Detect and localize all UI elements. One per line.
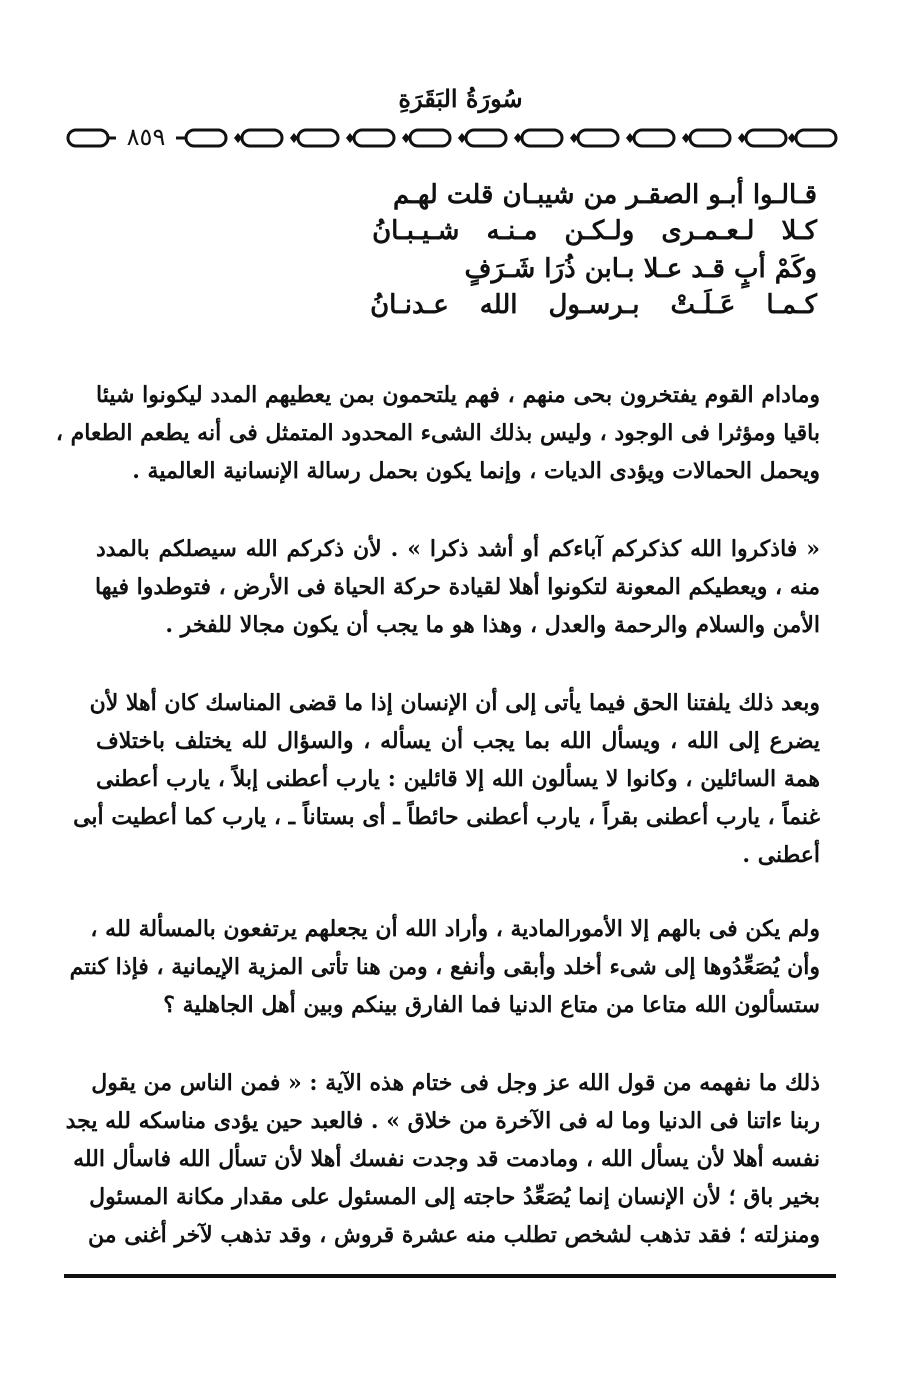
paragraph-line: ستسألون الله متاعا من متاع الدنيا فما الفارق بينكم وبين أهل الجاهلية ؟ [163,992,820,1018]
paragraph-5 [65,1064,820,1254]
paragraph-line: ربنا ءاتنا فى الدنيا وما له فى الآخرة من خلاق » . فالعبد حين يؤدى مناسكه لله يجد [65,1108,820,1134]
poem-line-4: كـمـا عَـلَـتْ بـرسـول الله عـدنـانُ [370,290,817,320]
page-number: ٨٥٩ [116,120,176,154]
paragraph-line: ويحمل الحمالات ويؤدى الديات ، وإنما يكون بحمل رسالة الإنسانية العالمية . [132,458,820,484]
paragraph-line: نفسه أهلا لأن يسأل الله ، ومادمت قد وجدت نفسك أهلا لأن تسأل الله فاسأل الله [73,1146,820,1172]
paragraph-line: بخير باق ؛ لأن الإنسان إنما يُصَعِّدُ حاجته إلى المسئول على مقدار مكانة المسئول [89,1184,820,1210]
paragraph-line: يضرع إلى الله ، ويسأل الله بما يجب أن يسأله ، والسؤال لله يختلف باختلاف [96,728,820,754]
poem-line-1: قـالـوا أبـو الصقـر من شيبـان قلت لهـم [392,180,817,210]
poem-line-2: كـلا لـعـمـرى ولـكـن مـنـه شـيـبـانُ [372,216,817,246]
paragraph-line: ولم يكن فى بالهم إلا الأمورالمادية ، وأراد الله أن يجعلهم يرتفعون بالمسألة لله ، [90,916,820,942]
paragraph-1 [55,376,820,490]
sura-title: سُورَةُ البَقَرَةِ [398,84,523,113]
paragraph-line: همة السائلين ، وكانوا لا يسألون الله إلا قائلين : يارب أعطنى إبلاً ، يارب أعطنى [96,766,820,792]
paragraph-line: « فاذكروا الله كذكركم آباءكم أو أشد ذكرا » . لأن ذكركم الله سيصلكم بالمدد [96,536,820,562]
paragraph-3 [73,684,820,874]
paragraph-line: ومنزلته ؛ فقد تذهب لشخص تطلب منه عشرة قروش ، وقد تذهب لآخر أغنى من [88,1222,820,1248]
poem-line-3: وكَمْ أبٍ قـد عـلا بـابن ذُرَا شَـرَفٍ [464,254,817,284]
paragraph-line: غنماً ، يارب أعطنى بقراً ، يارب أعطنى حائطاً ـ أى بستاناً ـ ، يارب كما أعطيت أبى [73,804,820,830]
footer-rule [64,1274,836,1278]
paragraph-line: ذلك ما نفهمه من قول الله عز وجل فى ختام هذه الآية : « فمن الناس من يقول [91,1070,820,1096]
paragraph-line: باقيا ومؤثرا فى الوجود ، وليس بذلك الشىء المحدود المتمثل فى أنه يطعم الطعام ، [55,420,820,446]
paragraph-line: وأن يُصَعِّدُوها إلى شىء أخلد وأبقى وأنفع ، ومن هنا تأتى المزية الإيمانية ، فإذا كنتم [69,954,820,980]
paragraph-line: أعطنى . [742,842,820,868]
paragraph-line: وبعد ذلك يلفتنا الحق فيما يأتى إلى أن الإنسان إذا ما قضى المناسك كان أهلا لأن [89,690,820,716]
ornamental-border [66,124,838,152]
paragraph-line: منه ، ويعطيكم المعونة لتكونوا أهلا لقيادة حركة الحياة فى الأرض ، فتوطدوا فيها [95,574,820,600]
paragraph-line: الأمن والسلام والرحمة والعدل ، وهذا هو ما يجب أن يكون مجالا للفخر . [165,612,820,638]
paragraph-4 [69,910,820,1024]
paragraph-2 [96,530,820,644]
paragraph-line: ومادام القوم يفتخرون بحى منهم ، فهم يلتحمون بمن يعطيهم المدد ليكونوا شيئا [96,382,820,408]
